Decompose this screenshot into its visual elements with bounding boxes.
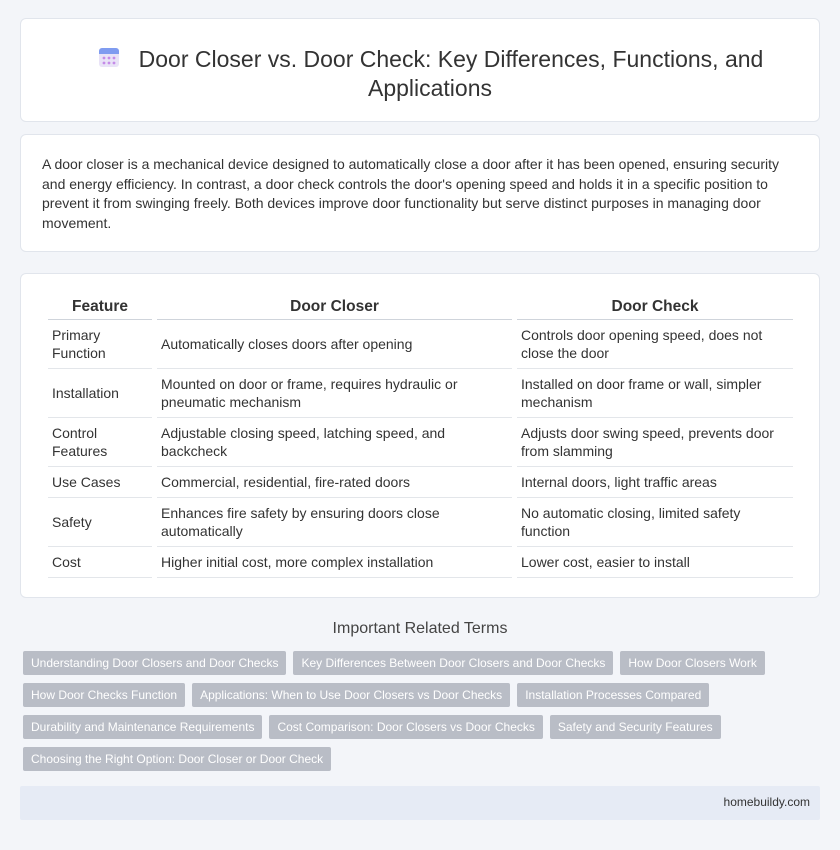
comparison-card <box>20 273 820 598</box>
table-row <box>48 498 793 547</box>
header-card <box>20 18 820 122</box>
table-header-row <box>48 294 793 320</box>
related-term-tag[interactable]: Safety and Security Features <box>550 715 721 739</box>
table-cell: No automatic closing, limited safety function <box>517 498 793 547</box>
table-cell: Enhances fire safety by ensuring doors close automatically <box>157 498 512 547</box>
table-cell: Automatically closes doors after opening <box>157 320 512 369</box>
table-cell: Internal doors, light traffic areas <box>517 467 793 498</box>
footer-site-link[interactable]: homebuildy.com <box>723 795 810 809</box>
table-cell: Safety <box>48 498 152 547</box>
intro-text: A door closer is a mechanical device designed to automatically close a door after it has been opened, ensuring security and energy efficiency. In contrast, a door check controls the door's opening speed and holds it in a specific position to prevent it from swinging freely. Both devices improve door functionality but serve distinct purposes in managing door movement. <box>42 156 779 231</box>
table-cell: Control Features <box>48 418 152 467</box>
intro-card <box>20 134 820 252</box>
footer <box>20 786 820 820</box>
table-cell: Primary Function <box>48 320 152 369</box>
table-cell: Installation <box>48 369 152 418</box>
header-feature: Feature <box>48 294 152 320</box>
table-cell: Higher initial cost, more complex installation <box>157 547 512 578</box>
header-door-check: Door Check <box>517 294 793 320</box>
related-term-tag[interactable]: Choosing the Right Option: Door Closer or Door Check <box>23 747 331 771</box>
related-term-tag[interactable]: Installation Processes Compared <box>517 683 709 707</box>
header-door-closer: Door Closer <box>157 294 512 320</box>
table-cell: Adjusts door swing speed, prevents door from slamming <box>517 418 793 467</box>
comparison-table <box>43 294 798 578</box>
title-wrap <box>81 45 779 103</box>
related-terms-title: Important Related Terms <box>332 620 508 637</box>
related-terms-list <box>23 651 813 771</box>
table-cell: Commercial, residential, fire-rated doors <box>157 467 512 498</box>
table-row <box>48 369 793 418</box>
table-cell: Lower cost, easier to install <box>517 547 793 578</box>
related-term-tag[interactable]: Key Differences Between Door Closers and Door Checks <box>293 651 613 675</box>
table-cell: Installed on door frame or wall, simpler mechanism <box>517 369 793 418</box>
page-title-text: Door Closer vs. Door Check: Key Differences, Functions, and Applications <box>138 46 764 101</box>
table-cell: Controls door opening speed, does not close the door <box>517 320 793 369</box>
table-row <box>48 547 793 578</box>
table-row <box>48 418 793 467</box>
table-row <box>48 467 793 498</box>
table-cell: Mounted on door or frame, requires hydraulic or pneumatic mechanism <box>157 369 512 418</box>
table-cell: Adjustable closing speed, latching speed, and backcheck <box>157 418 512 467</box>
related-term-tag[interactable]: Durability and Maintenance Requirements <box>23 715 262 739</box>
related-term-tag[interactable]: Understanding Door Closers and Door Checks <box>23 651 286 675</box>
calendar-icon <box>97 45 121 69</box>
related-term-tag[interactable]: Cost Comparison: Door Closers vs Door Checks <box>269 715 542 739</box>
table-cell: Use Cases <box>48 467 152 498</box>
related-term-tag[interactable]: How Door Checks Function <box>23 683 185 707</box>
related-term-tag[interactable]: Applications: When to Use Door Closers vs Door Checks <box>192 683 510 707</box>
table-row <box>48 320 793 369</box>
table-cell: Cost <box>48 547 152 578</box>
page-title <box>81 45 779 103</box>
related-term-tag[interactable]: How Door Closers Work <box>620 651 764 675</box>
